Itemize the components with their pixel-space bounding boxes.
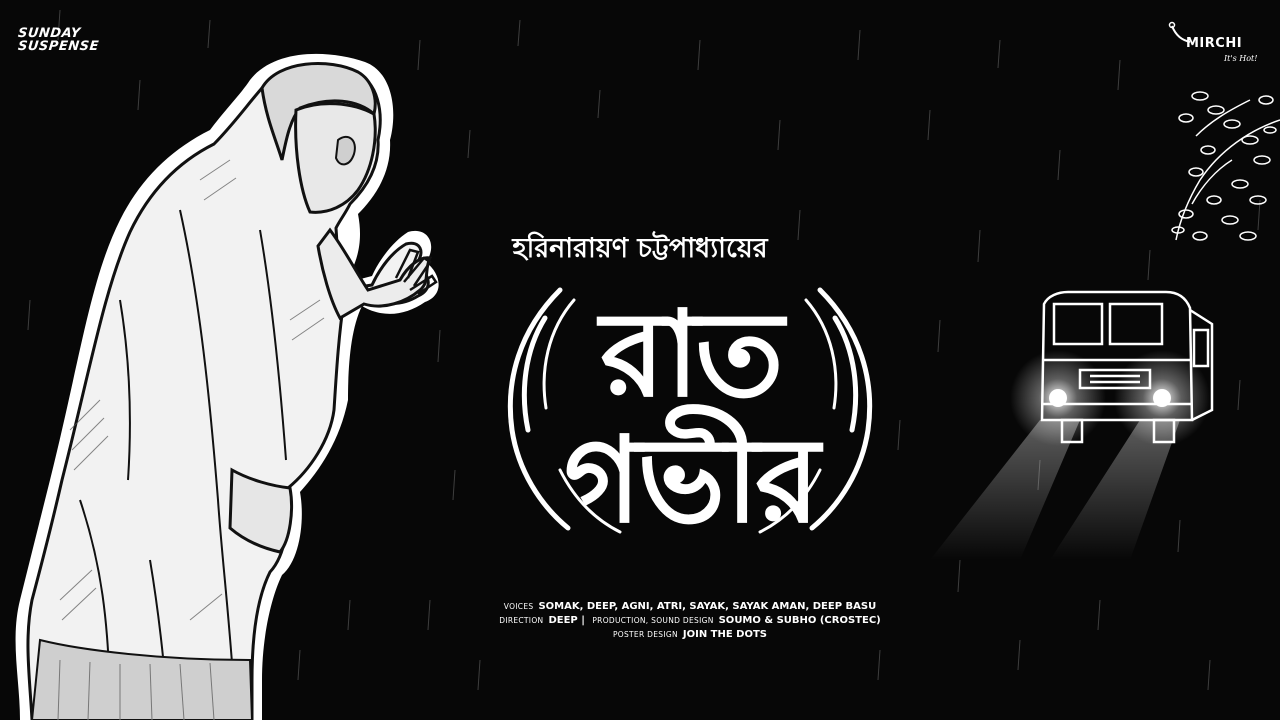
credit-poster — [470, 628, 910, 642]
title-line-1: রাত — [600, 285, 780, 423]
credit-value-voices: SOMAK, DEEP, AGNI, ATRI, SAYAK, SAYAK AMAN, DEEP BASU — [538, 601, 877, 612]
logo-line-suspense: SUSPENSE — [17, 39, 100, 54]
credit-value-poster: JOIN THE DOTS — [682, 629, 768, 640]
credit-label-production: PRODUCTION, SOUND DESIGN — [592, 616, 714, 625]
credit-label-direction: DIRECTION — [499, 616, 544, 625]
credits-block — [470, 600, 910, 642]
logo-line-sunday: SUNDAY — [17, 26, 82, 41]
mirchi-tagline: It's Hot! — [1224, 54, 1258, 63]
title-line-2: গভীর — [564, 411, 816, 549]
credit-value-production: SOUMO & SUBHO (CROSTEC) — [718, 615, 881, 626]
mirchi-logo — [1168, 20, 1272, 70]
sunday-suspense-logo — [18, 27, 104, 53]
title-block — [500, 262, 880, 592]
author-subtitle: হরিনারায়ণ চট্টপাধ্যায়ের — [512, 233, 768, 264]
credit-direction — [470, 614, 910, 628]
credit-label-voices: VOICES — [503, 602, 534, 611]
credit-value-direction: DEEP | — [548, 615, 585, 626]
mirchi-wordmark: MIRCHI — [1186, 36, 1243, 51]
credit-label-poster: POSTER DESIGN — [612, 630, 678, 639]
credit-voices — [470, 600, 910, 614]
